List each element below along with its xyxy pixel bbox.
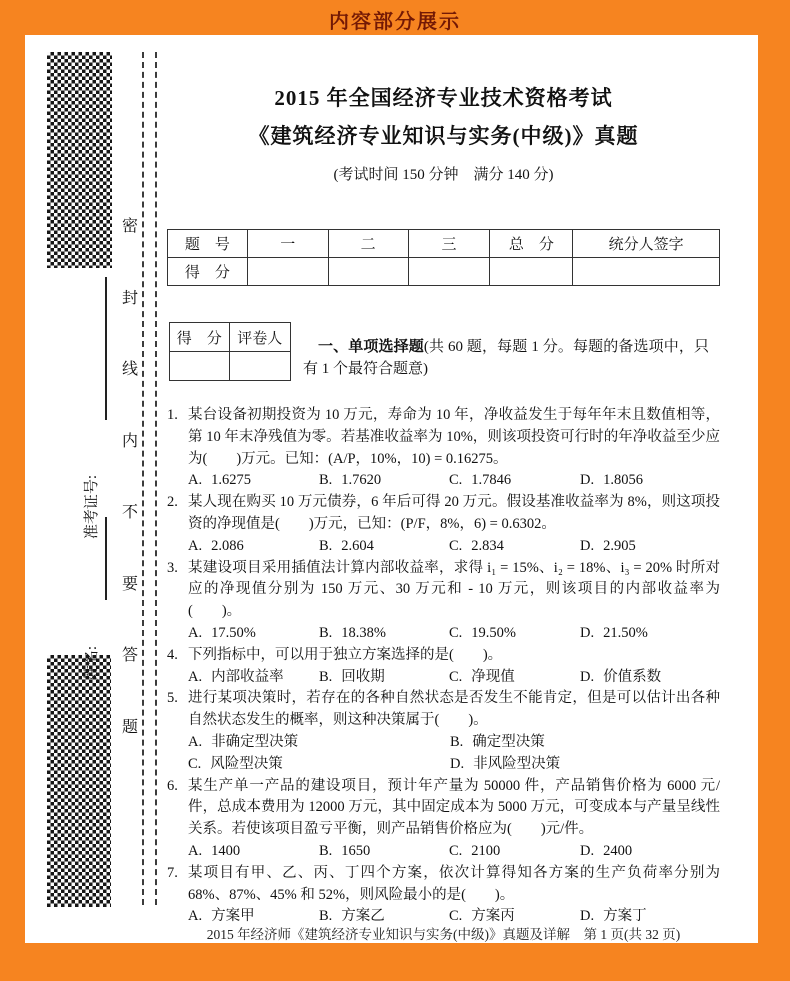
option-text: 2.834 (471, 537, 504, 554)
section-one-heading (303, 336, 709, 380)
option-label: D. (450, 755, 465, 772)
option-text: 1.7620 (341, 472, 382, 489)
section-one-title: 一、单项选择题 (318, 339, 424, 355)
question-text: 某生产单一产品的建设项目，预计年产量为 50000 件，产品销售价格为 6000 元/件，总成本费用为 12000 万元，其中固定成本为 5000 万元，可变成本与产量呈线性关系。若使该项目盈亏平衡，则产品销售价格应为( )元/件。 (188, 777, 720, 838)
score-table-cell: 三 (408, 230, 490, 258)
option-text: 2.604 (341, 537, 374, 554)
question-options (188, 623, 720, 645)
question-text: 下列指标中，可以用于独立方案选择的是( )。 (188, 646, 503, 663)
option-label: D. (580, 908, 595, 925)
option-label: B. (319, 842, 333, 859)
seal-char: 要 (121, 575, 138, 593)
score-table-header-row (168, 230, 720, 258)
option-text: 价值系数 (603, 668, 662, 685)
exam-subtitle: (考试时间 150 分钟 满分 140 分) (333, 167, 554, 183)
option (449, 623, 580, 645)
seal-char: 答 (121, 647, 138, 665)
question-number: 1. (167, 407, 178, 423)
option-label: A. (188, 908, 203, 925)
grader-box (169, 322, 291, 381)
option-label: B. (319, 624, 333, 641)
option-label: A. (188, 472, 203, 489)
option-text: 1.7846 (471, 472, 512, 489)
question-body (188, 492, 720, 557)
question-text: 某项目有甲、乙、丙、丁四个方案，依次计算得知各方案的生产负荷率分别为 68%、87%、45% 和 52%，则风险最小的是( )。 (188, 864, 720, 903)
option (449, 841, 580, 863)
question-text: 某建设项目采用插值法计算内部收益率，求得 i₁ = 15%、i₂ = 18%、i₃ = 20% 时所对应的净现值分别为 150 万元、30 万元和 - 10 万元，则该项目的内部收益率为( )。 (188, 559, 720, 620)
option-label: A. (188, 624, 203, 641)
question-item (167, 776, 720, 863)
option-text: 方案乙 (341, 908, 385, 925)
question-text: 进行某项决策时，若存在的各种自然状态是否发生不能肯定，但是可以估计出各种自然状态发生的概率，则这种决策属于( )。 (188, 690, 720, 729)
score-table (167, 229, 720, 286)
question-item (167, 405, 720, 492)
option-text: 2.086 (211, 537, 244, 554)
question-item (167, 863, 720, 928)
score-table-cell: 统分人签字 (573, 230, 720, 258)
section-one-instructions: (共 60 题，每题 1 分。每题的备选项中，只有 1 个最符合题意) (303, 339, 709, 377)
option-label: D. (580, 842, 595, 859)
option (319, 623, 449, 645)
option-label: B. (450, 733, 464, 750)
exam-title-line2: 《建筑经济专业知识与实务(中级)》真题 (248, 124, 639, 148)
question-number: 5. (167, 690, 178, 707)
score-table-cell: 一 (247, 230, 328, 258)
question-body (188, 405, 720, 492)
score-table-empty-cell (573, 258, 720, 286)
exam-paper-page (25, 35, 758, 943)
score-table-score-row (168, 258, 720, 286)
option-label: B. (319, 668, 333, 685)
option-text: 18.38% (341, 624, 387, 641)
option-label: A. (188, 733, 203, 750)
seal-char: 线 (121, 361, 138, 379)
option-text: 净现值 (471, 668, 515, 685)
question-item (167, 645, 720, 689)
exam-title-line1: 2015 年全国经济专业技术资格考试 (274, 86, 613, 110)
seal-char: 封 (121, 289, 138, 307)
barcode-hatch-block-top (47, 52, 112, 268)
option-text: 2.905 (603, 537, 636, 554)
question-options (188, 732, 720, 776)
score-table-cell: 总 分 (490, 230, 573, 258)
option (580, 536, 720, 558)
option (188, 732, 450, 754)
score-table-empty-cell (490, 258, 573, 286)
option (449, 667, 580, 689)
option (319, 667, 449, 689)
option-text: 非风险型决策 (473, 755, 561, 772)
option-text: 1650 (341, 842, 371, 859)
score-table-cell: 得 分 (168, 258, 248, 286)
exam-number-write-line (105, 277, 107, 420)
grader-box-empty-cell (229, 352, 290, 381)
seal-char: 内 (121, 432, 138, 450)
option-label: B. (319, 472, 333, 489)
option-label: C. (449, 842, 463, 859)
seal-dashed-line-2 (155, 52, 157, 905)
option-text: 17.50% (211, 624, 256, 641)
option-text: 1400 (211, 842, 241, 859)
option (580, 667, 720, 689)
name-label: 姓名: (84, 645, 100, 681)
grader-box-score-label: 得 分 (170, 323, 230, 352)
option-label: A. (188, 537, 203, 554)
question-body (188, 558, 720, 645)
option-label: C. (449, 472, 463, 489)
option-label: D. (580, 537, 595, 554)
option-label: C. (449, 908, 463, 925)
option-text: 确定型决策 (472, 733, 545, 750)
option (580, 470, 720, 492)
option-label: C. (449, 537, 463, 554)
option-text: 方案丁 (603, 908, 647, 925)
question-number: 2. (167, 494, 178, 511)
seal-char: 不 (121, 504, 138, 522)
name-write-line (105, 517, 107, 600)
option-label: B. (319, 537, 333, 554)
grader-box-grader-label: 评卷人 (229, 323, 290, 352)
option-label: D. (580, 624, 595, 641)
option (450, 732, 720, 754)
option-text: 1.6275 (211, 472, 251, 489)
option-label: A. (188, 668, 203, 685)
option-label: A. (188, 842, 203, 859)
option (449, 470, 580, 492)
exam-content (167, 35, 720, 943)
question-item (167, 492, 720, 557)
barcode-hatch-block-bottom (47, 655, 111, 907)
option-text: 19.50% (471, 624, 517, 641)
question-options (188, 470, 720, 492)
banner-title: 内容部分展示 (329, 11, 461, 33)
option (319, 536, 449, 558)
option (580, 623, 720, 645)
score-table-cell: 题 号 (168, 230, 248, 258)
question-text: 某台设备初期投资为 10 万元，寿命为 10 年，净收益发生于每年年末且数值相等，第 10 年末净残值为零。若基准收益率为 10%，则该项投资可行时的年净收益至少应为( )万元。已知：(A/P，10%，10) = 0.16275。 (188, 407, 720, 467)
grader-box-empty-cell (170, 352, 230, 381)
option-text: 回收期 (341, 668, 385, 685)
seal-line-text (120, 213, 140, 737)
option (580, 841, 720, 863)
question-options (188, 536, 720, 558)
question-options (188, 667, 720, 689)
option (319, 841, 449, 863)
page-footer: 2015 年经济师《建筑经济专业知识与实务(中级)》真题及详解 第 1 页(共 32 页) (206, 927, 681, 942)
score-table-empty-cell (247, 258, 328, 286)
option-label: B. (319, 908, 333, 925)
option-text: 21.50% (603, 624, 648, 641)
option (450, 754, 720, 776)
seal-char: 密 (121, 218, 138, 235)
option-label: C. (449, 668, 463, 685)
option (449, 536, 580, 558)
question-number: 3. (167, 559, 178, 576)
question-number: 6. (167, 777, 178, 794)
question-options (188, 841, 720, 863)
option (188, 841, 319, 863)
score-table-empty-cell (408, 258, 490, 286)
option-text: 风险型决策 (210, 755, 283, 772)
question-body (188, 688, 720, 775)
question-item (167, 688, 720, 775)
question-body (188, 776, 720, 863)
option (188, 470, 319, 492)
option-text: 方案甲 (211, 908, 255, 925)
seal-char: 题 (121, 718, 138, 736)
exam-number-label: 准考证号: (84, 474, 100, 540)
option-text: 2100 (471, 842, 501, 859)
question-number: 4. (167, 646, 178, 663)
question-number: 7. (167, 864, 178, 881)
option (188, 536, 319, 558)
seal-dashed-line-1 (142, 52, 144, 905)
option-text: 非确定型决策 (211, 733, 299, 750)
option-label: D. (580, 668, 595, 685)
question-item (167, 558, 720, 645)
questions-list (167, 405, 720, 928)
option-text: 1.8056 (603, 472, 643, 489)
option-text: 方案丙 (471, 908, 515, 925)
score-table-cell: 二 (328, 230, 408, 258)
option-label: C. (188, 755, 202, 772)
option-label: C. (449, 624, 463, 641)
option-text: 2400 (603, 842, 633, 859)
option (188, 754, 450, 776)
option-text: 内部收益率 (211, 668, 284, 685)
option (188, 623, 319, 645)
question-body (188, 645, 720, 689)
question-body (188, 863, 720, 928)
option (188, 667, 319, 689)
option (319, 470, 449, 492)
section-one-header-row (167, 322, 720, 381)
question-text: 某人现在购买 10 万元债券，6 年后可得 20 万元。假设基准收益率为 8%，则这项投资的净现值是( )万元，已知：(P/F，8%，6) = 0.6302。 (188, 494, 720, 532)
score-table-empty-cell (328, 258, 408, 286)
option-label: D. (580, 472, 595, 489)
